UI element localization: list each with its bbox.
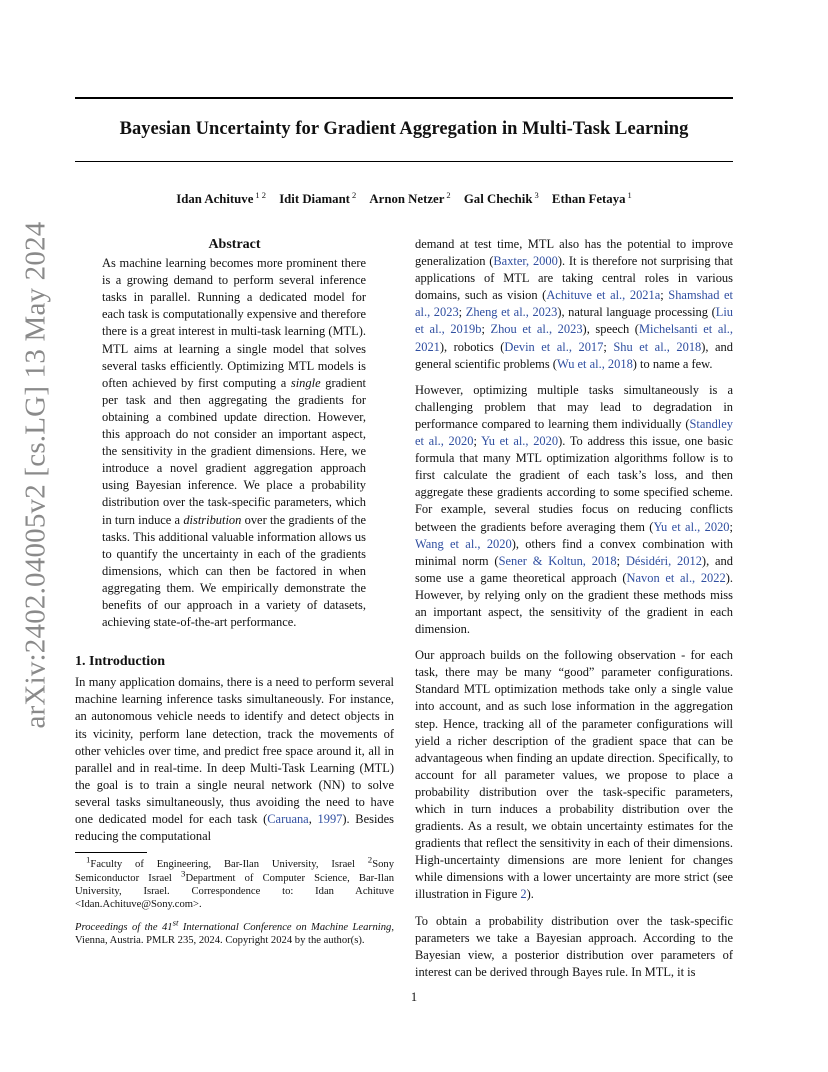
citation-link[interactable]: Liu et al., 2019b: [415, 305, 734, 337]
text-run: ). To address this issue, one basic formula that many MTL optimization algorithms follow is to first calculate the gradient of each task’s loss, and then aggregate these gradients according to some specified scheme. For example, several studies focus on reducing conflicts between the gradients before averaging them (: [415, 434, 733, 534]
author-list: [75, 189, 733, 207]
text-run: 41: [161, 921, 173, 933]
title-bottom-rule: [75, 161, 733, 162]
author-name: Ethan Fetaya: [551, 192, 626, 206]
proceedings-note: [75, 917, 394, 948]
text-run: ).: [526, 887, 534, 902]
author-name: Idan Achituve: [176, 192, 254, 206]
text-run: ), natural language processing (: [557, 305, 716, 320]
left-column: [75, 236, 394, 948]
abstract-emphasis: single: [290, 375, 321, 390]
page-number: 1: [410, 990, 418, 1004]
footnote-rule: [75, 852, 147, 853]
author-affiliation: 3: [534, 189, 539, 200]
arxiv-identifier: arXiv:2402.04005v2 [cs.LG] 13 May 2024: [19, 221, 52, 729]
citation-link[interactable]: Sener & Koltun, 2018: [498, 553, 617, 568]
text-run: International Conference on Machine Learning: [178, 921, 392, 933]
author: [463, 189, 539, 206]
footnote-mark: 3: [181, 868, 186, 879]
abstract-text-part: gradient per task and then aggregating the gradients for obtaining a combined update direction. However, this approach do not consider an important aspect, the sensitivity in the gradient dimensions. Here, we introduce a novel gradient aggregation approach using Bayesian inference. We place a probability distribution over the task-specific parameters, which in turn induce a: [102, 375, 366, 527]
text-run: ), others find a convex combination with minimal norm (: [415, 536, 734, 568]
citation-link[interactable]: Zheng et al., 2023: [465, 305, 558, 320]
author: [551, 189, 632, 206]
abstract-emphasis: distribution: [183, 512, 242, 527]
text-run: Faculty of Engineering, Bar-Ilan University, Israel: [90, 859, 368, 871]
abstract-text: [102, 255, 366, 631]
citation-link[interactable]: Yu et al., 2020: [653, 519, 730, 534]
paper-title: Bayesian Uncertainty for Gradient Aggregation in Multi-Task Learning: [119, 119, 689, 139]
citation-link[interactable]: Caruana: [267, 812, 309, 826]
text-run: ), robotics (: [439, 339, 505, 354]
author: [279, 189, 357, 206]
author-affiliation: 2: [446, 189, 451, 200]
footnote-mark: 2: [367, 854, 373, 865]
author-name: Gal Chechik: [463, 192, 533, 206]
citation-link[interactable]: Zhou et al., 2023: [490, 322, 583, 337]
citation-link[interactable]: 1997: [317, 812, 343, 826]
right-column: [415, 236, 733, 990]
author: [369, 189, 451, 206]
citation-link[interactable]: Michelsanti et al., 2021: [415, 322, 734, 354]
text-run: ) to name a few.: [632, 356, 713, 371]
citation-link[interactable]: Navon et al., 2022: [626, 570, 726, 585]
footnote-mark: 1: [86, 854, 91, 865]
figure-reference-link[interactable]: 2: [520, 887, 527, 902]
body-paragraph: However, optimizing multiple tasks simultaneously is a challenging problem that may lead to degradation in performance compared to learning them individually (Standley et al., 2020; Yu et al., 2020). To address this issue, one basic formula that many MTL optimization algorithms follow is to first calculate the gradient of each task’s loss, and then aggregate these gradients according to some specified scheme. For example, several studies focus on reducing conflicts between the gradients before averaging them (Yu et al., 2020; Wang et al., 2020), others find a convex combination with minimal norm (Sener & Koltun, 2018; Désidéri, 2012), and some use a game theoretical approach (Navon et al., 2022). However, by relying only on the gradient these methods miss an important aspect, the sensitivity of the gradient in each dimension.: [415, 382, 734, 637]
body-paragraph: To obtain a probability distribution over the task-specific parameters we take a Bayesian approach. According to the Bayesian view, a posterior distribution over parameters of interest can be derived through Bayes rule. In MTL, it is: [415, 913, 733, 979]
text-run: demand at test time, MTL also has the potential to improve generalization (: [415, 237, 733, 269]
abstract-text-part: As machine learning becomes more prominent there is a growing demand to perform several inference tasks in parallel. Running a dedicated model for each task is computationally expensive and therefore there is a great interest in multi-task learning (MTL). MTL aims at learning a single model that solves several tasks efficiently. Optimizing MTL models is often achieved by first computing a: [102, 256, 366, 390]
text-run: ), and general scientific problems (: [415, 339, 733, 371]
citation-link[interactable]: Baxter, 2000: [493, 254, 558, 269]
text-run: Department of Computer Science, Bar-Ilan University, Israel. Correspondence to: Idan Achituve <Idan.Achituve@Sony.com>.: [75, 872, 394, 911]
text-run: ). Besides reducing the computational: [75, 812, 395, 844]
text-run: Proceedings of the: [75, 921, 162, 933]
author-affiliation: 1 2: [255, 189, 266, 200]
text-run: ), speech (: [582, 322, 639, 337]
text-run: Sony Semiconductor Israel: [75, 859, 394, 884]
intro-paragraph: In many application domains, there is a need to perform several machine learning inference tasks simultaneously. For instance, an autonomous vehicle needs to identify and detect objects in its vicinity, perform lane detection, track the movements of other vehicles over time, and predict free space around it, all in parallel and in real-time. In deep Multi-Task Learning (MTL) the goal is to train a single neural network (NN) to solve several tasks simultaneously, thus avoiding the need to have one dedicated model for each task (Caruana, 1997). Besides reducing the computational: [75, 675, 395, 844]
author-name: Arnon Netzer: [369, 192, 445, 206]
body-paragraph: demand at test time, MTL also has the potential to improve generalization (Baxter, 2000). It is therefore not surprising that applications of MTL are taking central roles in various domains, such as vision (Achituve et al., 2021a; Shamshad et al., 2023; Zheng et al., 2023), natural language processing (Liu et al., 2019b; Zhou et al., 2023), speech (Michelsanti et al., 2021), robotics (Devin et al., 2017; Shu et al., 2018), and general scientific problems (Wu et al., 2018) to name a few.: [415, 237, 734, 371]
author-affiliation: 2: [351, 189, 357, 200]
citation-link[interactable]: Shu et al., 2018: [613, 339, 702, 354]
section-heading-introduction: 1. Introduction: [75, 654, 165, 670]
text-run: st: [172, 917, 179, 928]
author-name: Idit Diamant: [279, 192, 350, 206]
text-run: Our approach builds on the following observation - for each task, there may be many “good” parameter configurations. Standard MTL optimization methods take only a single value into account, and as such lose information in the aggregation step. Hence, tracking all of the parameter configurations will yield a richer description of the gradient space that can be advantageous when finding an update direction. Specifically, to account for all parameter values, we propose to place a probability distribution over the task-specific parameters, which in turn induces a probability distribution over the gradients. As a result, we obtain uncertainty estimates for the gradients that reflect the sensitivity in each of their dimensions. High-uncertainty dimensions are more lenient for changes while dimensions with a lower uncertainty are more strict (see illustration in Figure: [415, 648, 733, 902]
author: [176, 189, 266, 206]
abstract-heading: Abstract: [208, 237, 261, 252]
citation-link[interactable]: Devin et al., 2017: [504, 339, 604, 354]
citation-link[interactable]: Yu et al., 2020: [481, 434, 559, 449]
author-affiliation: 1: [627, 189, 632, 200]
title-top-rule: [75, 97, 733, 99]
text-run: ). However, by relying only on the gradient these methods miss an important aspect, the sensitivity of the gradient in each dimension.: [415, 570, 733, 637]
text-run: ). It is therefore not surprising that applications of MTL are taking central roles in various domains, such as vision (: [415, 254, 733, 303]
citation-link[interactable]: Wu et al., 2018: [556, 356, 633, 371]
body-paragraph: [415, 647, 733, 903]
citation-link[interactable]: Achituve et al., 2021a: [546, 288, 661, 303]
citation-link[interactable]: Désidéri, 2012: [625, 553, 702, 568]
citation-link[interactable]: Wang et al., 2020: [415, 536, 512, 551]
text-run: , Vienna, Austria. PMLR 235, 2024. Copyright 2024 by the author(s).: [75, 921, 394, 947]
text-run: ), and some use a game theoretical approach (: [415, 553, 733, 585]
citation-link[interactable]: Shamshad et al., 2023: [415, 288, 733, 320]
text-run: However, optimizing multiple tasks simultaneously is a challenging problem that may lead to degradation in performance compared to learning them individually (: [415, 382, 733, 431]
affiliation-footnote: [75, 854, 394, 912]
abstract-text-part: over the gradients of the tasks. This additional valuable information allows us to quantify the uncertainty in each of the gradients dimensions, which can then be factored in when aggregating them. We empirically demonstrate the benefits of our approach in a variety of datasets, achieving state-of-the-art performance.: [102, 512, 366, 630]
text-run: In many application domains, there is a need to perform several machine learning inference tasks simultaneously. For instance, an autonomous vehicle needs to identify and detect objects in its vicinity, perform lane detection, track the movements of other vehicles over time, and predict free space around it, all in parallel and in real-time. In deep Multi-Task Learning (MTL) the goal is to train a single neural network (NN) to solve several tasks simultaneously, thus avoiding the need to have one dedicated model for each task (: [75, 675, 394, 826]
citation-link[interactable]: Standley et al., 2020: [415, 416, 733, 449]
